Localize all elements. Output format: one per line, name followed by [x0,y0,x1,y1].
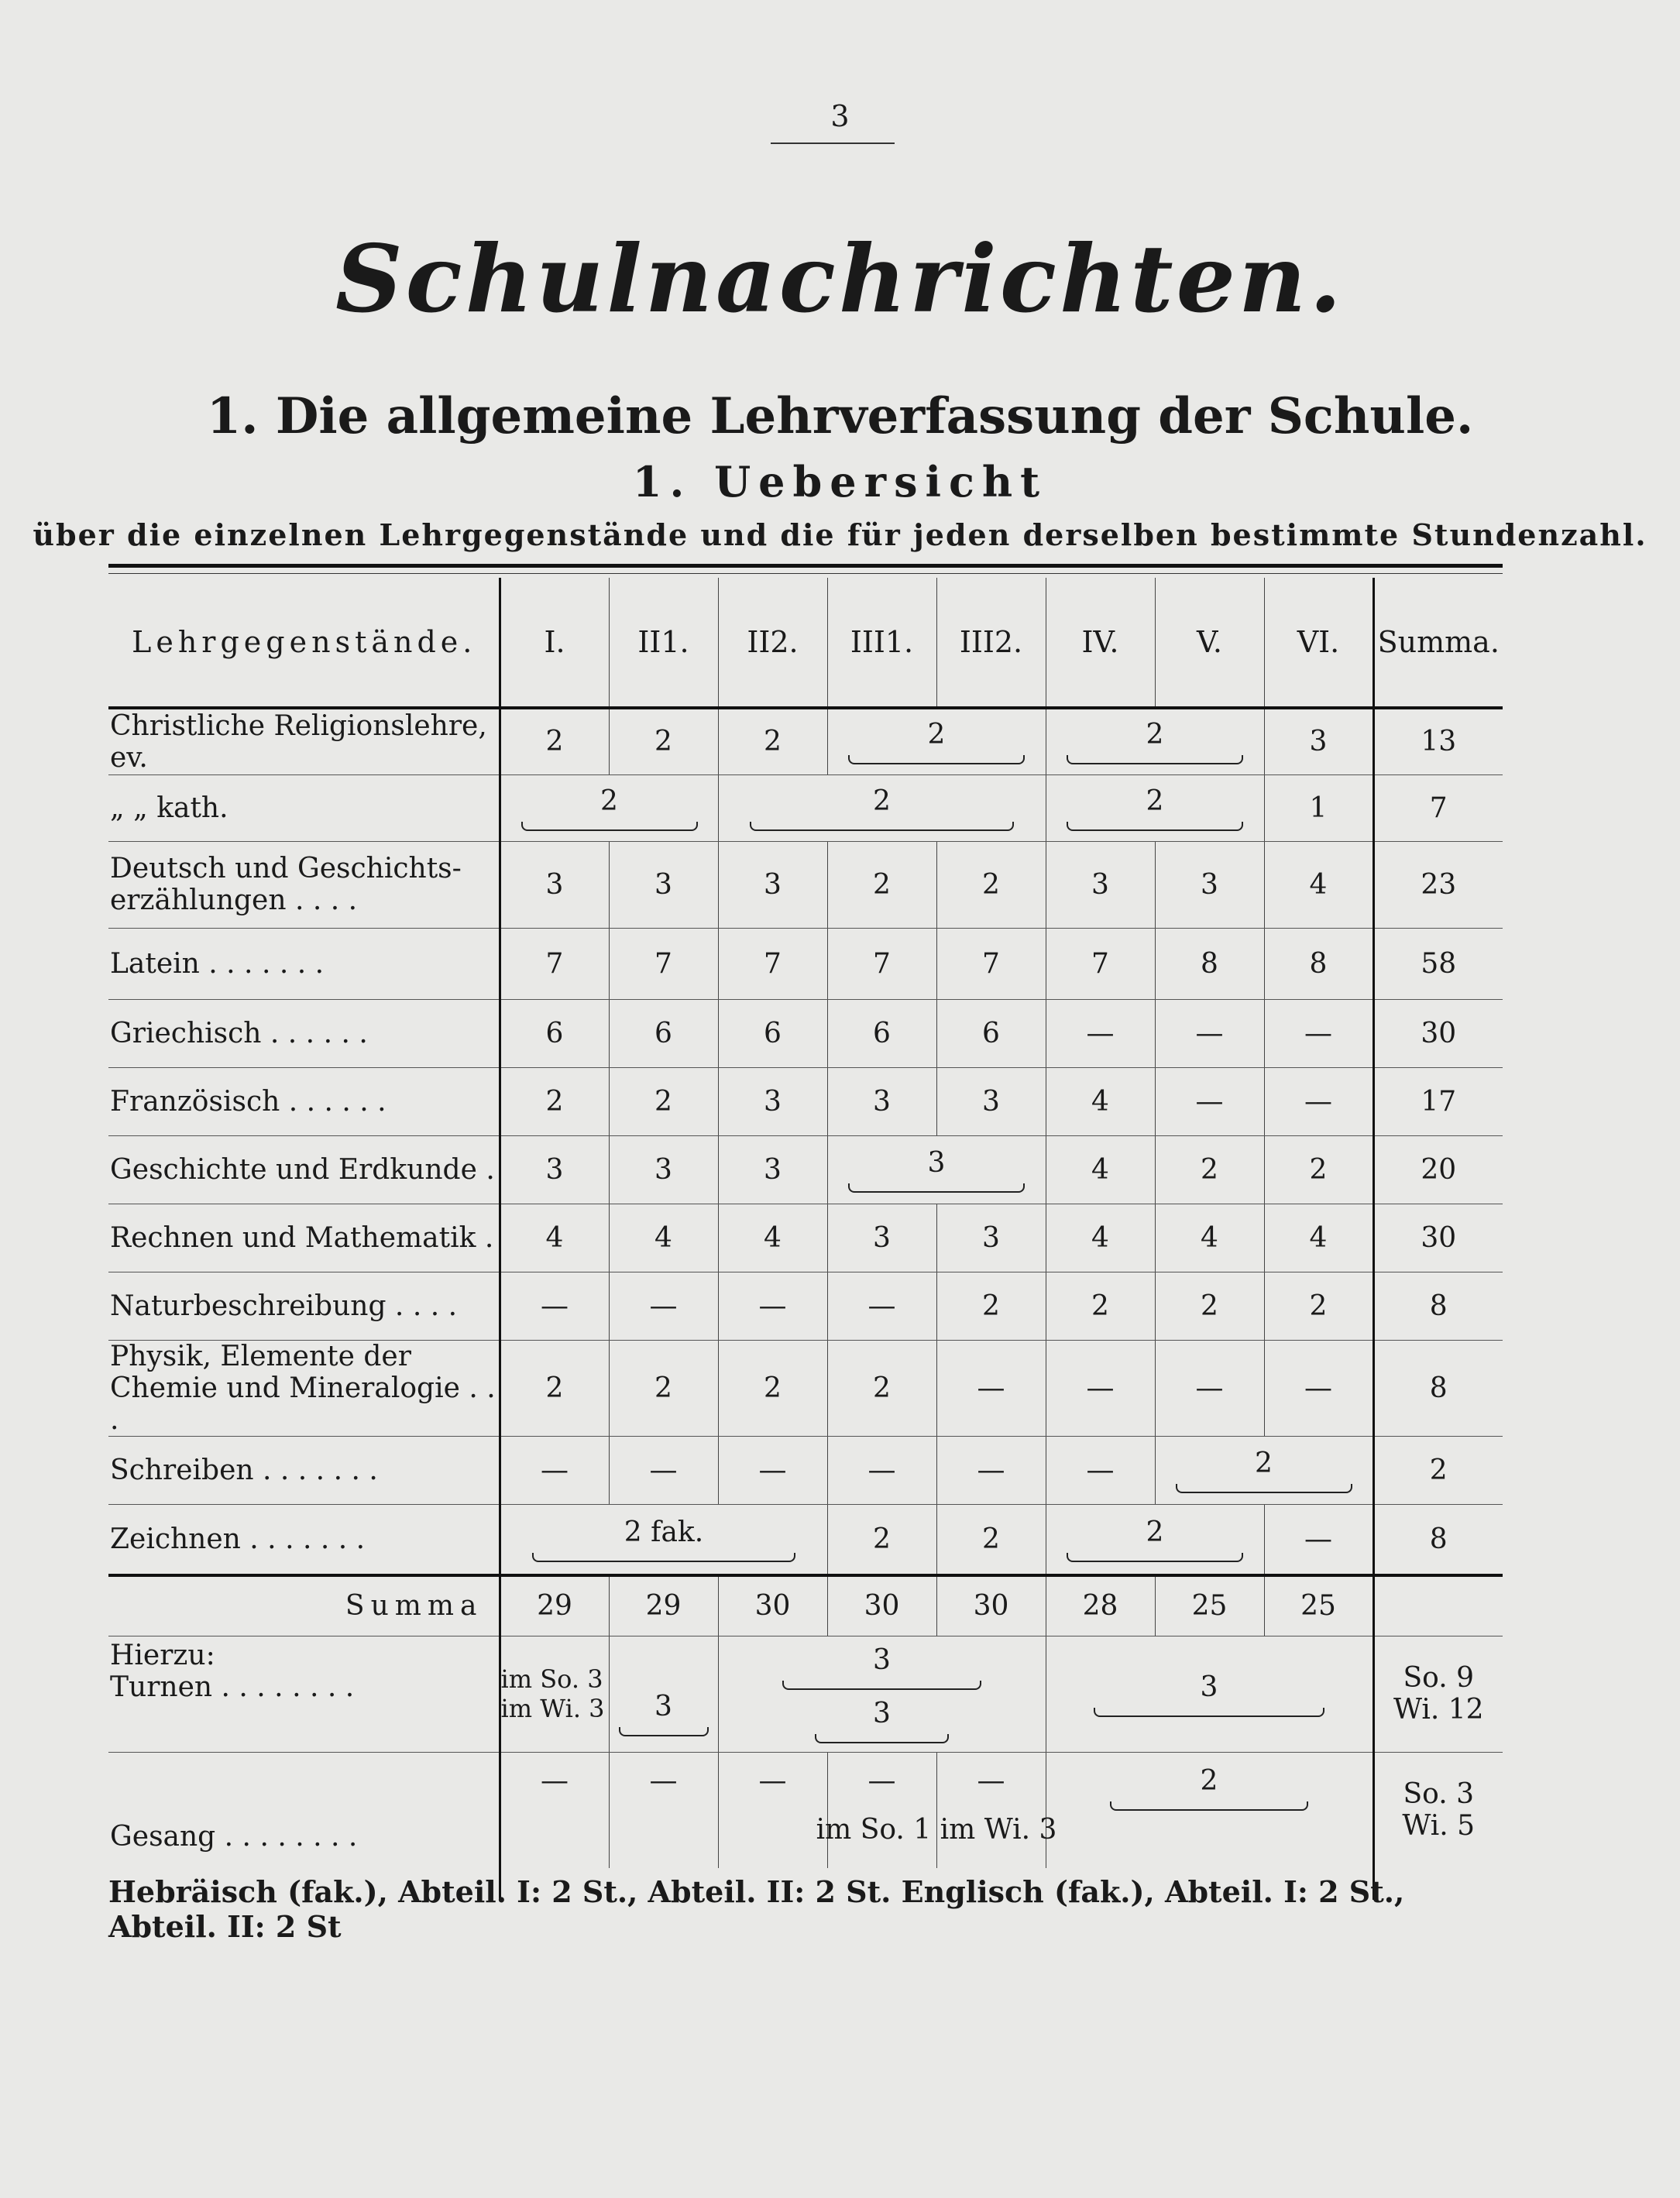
table-top-rule-thin [108,573,1503,574]
hours-cell [1264,928,1373,999]
subject-cell: Rechnen und Mathematik . [108,1204,500,1272]
hours-value: 2 [654,1085,672,1118]
subject-cell: Deutsch und Geschichts-erzählungen . . . . [108,841,500,928]
gesang-right-cell [1046,1752,1373,1868]
sum-cell: 8 [1373,1340,1503,1436]
hours-value: 2 [545,726,564,758]
hours-value: 3 [545,868,564,901]
hours-cell [1264,1272,1373,1340]
header-class: V. [1155,578,1264,708]
hours-value: 7 [764,947,782,980]
hours-value: 8 [1201,947,1218,980]
brace-mark [750,822,1015,831]
hours-value: 7 [654,947,672,980]
brace-mark [1067,1553,1244,1562]
hours-value: — [977,1372,1005,1404]
header-sum: Summa. [1373,578,1503,708]
hours-value: — [1086,1454,1115,1486]
hours-value: 3 [982,1085,1000,1118]
hours-value: 2 [764,726,782,758]
subject-cell: „ „ kath. [108,774,500,841]
summa-value: 28 [1046,1575,1155,1636]
hours-value: 2 [873,785,891,817]
brace-mark [848,1183,1026,1193]
hours-cell [609,1135,718,1204]
hours-value: 3 [654,868,672,901]
subject-cell: Griechisch . . . . . . [108,999,500,1067]
turnen-mid-wi: 3 [873,1698,891,1729]
hours-value: 2 [764,1372,782,1404]
hours-cell [1264,1504,1373,1575]
hours-value: 2 [873,1523,891,1555]
summa-value: 30 [718,1575,827,1636]
hours-cell [718,1340,827,1436]
hours-value: 2 [1201,1153,1218,1186]
hours-cell [1264,1067,1373,1135]
hours-cell [1264,1340,1373,1436]
table-header-row [108,578,1503,708]
hours-cell [718,999,827,1067]
brace-mark [1067,822,1244,831]
hours-value: 2 fak. [624,1516,704,1548]
turnen-wi-a: 3 [654,1690,672,1722]
gesang-note: im So. 1 im Wi. 3 [500,1814,1373,1846]
table-row [108,999,1503,1067]
hours-cell [827,841,936,928]
summa-label: Summa [108,1575,500,1636]
hours-value: — [649,1454,678,1486]
hours-value: 6 [545,1017,564,1049]
hours-cell [1155,1340,1264,1436]
brace-mark [782,1681,981,1690]
hours-value: 6 [873,1017,891,1049]
hours-value: 2 [927,719,946,751]
hours-cell [1046,1436,1155,1504]
hours-value: 3 [545,1153,564,1186]
hours-cell [936,1272,1046,1340]
sum-cell: 20 [1373,1135,1503,1204]
hours-value: — [541,1290,569,1322]
hours-cell [609,1204,718,1272]
brace-mark [1094,1708,1325,1717]
hours-value: 3 [654,1153,672,1186]
sum-cell: 13 [1373,708,1503,774]
summa-row [108,1575,1503,1636]
sum-cell: 7 [1373,774,1503,841]
hours-value: 4 [1091,1085,1109,1118]
gesang-dash: — [827,1752,936,1868]
hours-cell [500,1272,609,1340]
hours-value: 2 [1146,785,1164,817]
summa-value: 29 [500,1575,609,1636]
hours-cell [1155,1204,1264,1272]
hours-cell [1264,774,1373,841]
hours-cell [1264,841,1373,928]
hours-cell [609,999,718,1067]
hours-value: 6 [654,1017,672,1049]
hours-cell [1046,1340,1155,1436]
hours-value: 3 [927,1146,946,1179]
hours-value: 3 [764,1153,782,1186]
hours-value: 4 [545,1221,564,1254]
turnen-label: Turnen . . . . . . . . [110,1671,355,1703]
hours-value: — [1304,1372,1332,1404]
hours-value: — [758,1290,787,1322]
brace-mark [815,1734,949,1743]
hours-value: 7 [1091,947,1109,980]
subject-cell: Zeichnen . . . . . . . [108,1504,500,1575]
hours-value: 2 [1309,1153,1328,1186]
hours-cell [1155,1436,1373,1504]
hours-cell [936,1067,1046,1135]
hours-cell [500,999,609,1067]
hours-cell [500,1436,609,1504]
hours-value: — [867,1290,896,1322]
table-row [108,1272,1503,1340]
hours-value: 2 [600,785,618,817]
hours-value: — [1086,1372,1115,1404]
hours-cell [500,1067,609,1135]
hours-value: 3 [1091,868,1109,901]
hours-cell [609,928,718,999]
hours-cell [936,1504,1046,1575]
brace-mark [619,1727,709,1736]
page-title: Schulnachrichten. [335,225,1345,334]
hours-cell [1264,1204,1373,1272]
hours-value: 3 [873,1221,891,1254]
brace-mark [1067,755,1244,764]
hours-value: 2 [545,1372,564,1404]
hours-cell [609,708,718,774]
summa-value: 30 [827,1575,936,1636]
subject-cell: Geschichte und Erdkunde . [108,1135,500,1204]
hours-value: — [541,1454,569,1486]
table-row [108,928,1503,999]
hours-cell [1155,1272,1264,1340]
turnen-label-cell [108,1636,500,1752]
turnen-sum-wi: Wi. 12 [1393,1694,1484,1726]
hours-value: — [1195,1017,1224,1049]
subject-cell: Christliche Religionslehre, ev. [108,708,500,774]
brace-mark [1110,1801,1309,1811]
hours-cell [500,841,609,928]
hours-cell [609,1436,718,1504]
page-number-rule [771,143,895,144]
gesang-dash: — [936,1752,1046,1868]
hours-value: 2 [1309,1290,1328,1322]
hours-value: 2 [545,1085,564,1118]
header-class: III1. [827,578,936,708]
hours-value: 2 [1091,1290,1109,1322]
gesang-dash: — [500,1752,609,1868]
turnen-mid-so: 3 [873,1644,891,1676]
hours-cell [500,1135,609,1204]
gesang-row [108,1752,1503,1868]
gesang-dash: — [718,1752,827,1868]
hours-value: 4 [1201,1221,1218,1254]
hours-value: 2 [1146,1516,1164,1548]
hours-value: 4 [764,1221,782,1254]
hours-cell [1046,1067,1155,1135]
sum-cell: 8 [1373,1272,1503,1340]
brace-mark [532,1553,796,1562]
gesang-sum-so: So. 3 [1403,1778,1474,1811]
hours-value: — [1086,1017,1115,1049]
hours-value: 4 [1091,1153,1109,1186]
hours-value: — [1304,1085,1332,1118]
hours-value: 2 [1255,1447,1273,1479]
table-row [108,1067,1503,1135]
hours-value: 2 [654,1372,672,1404]
table-row [108,1504,1503,1575]
brace-mark [848,755,1026,764]
subsection-heading: 1. Uebersicht [632,457,1048,507]
subject-cell: Schreiben . . . . . . . [108,1436,500,1504]
hours-cell [1155,928,1264,999]
hours-value: 4 [1309,1221,1328,1254]
hours-cell [936,1204,1046,1272]
table-top-rule [108,564,1503,568]
hours-cell [1046,928,1155,999]
summa-sum-empty [1373,1575,1503,1636]
hours-cell [1155,1067,1264,1135]
hours-value: 2 [873,868,891,901]
hours-value: 6 [764,1017,782,1049]
header-class: VI. [1264,578,1373,708]
turnen-right-cell [1046,1636,1373,1752]
table-row [108,1340,1503,1436]
hours-cell [1155,841,1264,928]
turnen-sum [1373,1636,1503,1752]
hours-value: — [867,1454,896,1486]
header-class: II1. [609,578,718,708]
hours-value: 7 [873,947,891,980]
hours-cell [718,1436,827,1504]
hours-cell [718,928,827,999]
hours-value: 7 [545,947,564,980]
hours-value: 8 [1309,947,1328,980]
hours-cell [827,999,936,1067]
hours-cell [718,1204,827,1272]
hours-cell [1046,1504,1264,1575]
gesang-sum [1373,1752,1503,1868]
hours-value: 3 [764,1085,782,1118]
gesang-sum-wi: Wi. 5 [1402,1810,1476,1843]
hours-cell [827,1436,936,1504]
hours-value: 3 [982,1221,1000,1254]
hours-cell [936,928,1046,999]
hours-cell [827,1204,936,1272]
hours-cell [718,1135,827,1204]
header-class: IV. [1046,578,1155,708]
subject-cell: Physik, Elemente der Chemie und Mineralogie . . . [108,1340,500,1436]
hours-cell [1046,999,1155,1067]
hours-cell [1046,708,1264,774]
hours-cell [936,841,1046,928]
summa-value: 29 [609,1575,718,1636]
hours-cell [500,774,718,841]
hours-value: 4 [1091,1221,1109,1254]
table-row [108,708,1503,774]
subject-cell: Latein . . . . . . . [108,928,500,999]
turnen-so-wi [500,1636,609,1752]
section-heading: 1. Die allgemeine Lehrverfassung der Schule. [206,387,1474,445]
hours-value: 2 [1201,1290,1218,1322]
hours-cell [718,774,1046,841]
sum-cell: 58 [1373,928,1503,999]
sum-cell: 30 [1373,1204,1503,1272]
hours-cell [1264,708,1373,774]
hours-cell [609,1340,718,1436]
hours-cell [718,708,827,774]
hours-cell [827,928,936,999]
table-row [108,1436,1503,1504]
hours-cell [500,1204,609,1272]
turnen-sum-so: So. 9 [1403,1662,1474,1694]
hours-cell [1046,841,1155,928]
hours-value: 2 [982,1290,1000,1322]
turnen-row [108,1636,1503,1752]
hours-value: 3 [1309,726,1328,758]
hours-cell [936,1436,1046,1504]
hours-cell [1046,1135,1155,1204]
table-row [108,1204,1503,1272]
hours-cell [1155,999,1264,1067]
hours-value: — [649,1290,678,1322]
hours-cell [1264,999,1373,1067]
sum-cell: 30 [1373,999,1503,1067]
header-subject: Lehrgegenstände. [108,578,500,708]
sum-cell: 17 [1373,1067,1503,1135]
summa-value: 25 [1155,1575,1264,1636]
hours-value: 6 [982,1017,1000,1049]
hours-cell [500,1340,609,1436]
hours-cell [827,1067,936,1135]
hours-cell [1264,1135,1373,1204]
hours-value: 3 [873,1085,891,1118]
hours-value: — [1304,1017,1332,1049]
header-class: II2. [718,578,827,708]
hours-value: 2 [1146,719,1164,751]
subject-cell: Naturbeschreibung . . . . [108,1272,500,1340]
sum-cell: 23 [1373,841,1503,928]
hours-value: — [1195,1372,1224,1404]
brace-mark [1176,1484,1352,1493]
hours-cell [500,708,609,774]
hierzu-label: Hierzu: [110,1639,215,1671]
turnen-wi: im Wi. 3 [500,1694,605,1723]
header-class: I. [500,578,609,708]
hours-cell [500,928,609,999]
hours-value: 7 [982,947,1000,980]
hours-value: 4 [1309,868,1328,901]
hours-cell [1046,1204,1155,1272]
subject-cell: Französisch . . . . . . [108,1067,500,1135]
hours-cell [718,1272,827,1340]
hours-value: 2 [982,1523,1000,1555]
table-row [108,774,1503,841]
hours-cell [500,1504,827,1575]
summa-value: 25 [1264,1575,1373,1636]
hours-cell [827,1504,936,1575]
table-row [108,1135,1503,1204]
header-class: III2. [936,578,1046,708]
footer-note: Hebräisch (fak.), Abteil. I: 2 St., Abteil. II: 2 St. Englisch (fak.), Abteil. I: 2 St., Abteil. II: 2 St [108,1874,1405,1944]
turnen-mid-cell [718,1636,1046,1752]
hours-value: 2 [873,1372,891,1404]
hours-cell [1046,774,1264,841]
sum-cell: 8 [1373,1504,1503,1575]
hours-value: 1 [1309,792,1328,824]
hours-cell [827,1272,936,1340]
brace-mark [521,822,698,831]
turnen-wi-a-cell [609,1636,718,1752]
hours-value: 3 [1201,868,1218,901]
curriculum-table [108,578,1503,1900]
summa-value: 30 [936,1575,1046,1636]
page-number: 3 [830,99,850,133]
hours-cell [827,1135,1046,1204]
hours-cell [718,1067,827,1135]
hours-value: — [1195,1085,1224,1118]
hours-value: — [977,1454,1005,1486]
table-row [108,841,1503,928]
sum-cell: 2 [1373,1436,1503,1504]
hours-value: 4 [654,1221,672,1254]
gesang-right: 2 [1200,1764,1218,1797]
hours-cell [609,1272,718,1340]
hours-cell [936,999,1046,1067]
hours-value: — [1304,1523,1332,1555]
hours-cell [827,708,1046,774]
hours-cell [609,841,718,928]
gesang-dash: — [609,1752,718,1868]
hours-cell [827,1340,936,1436]
hours-cell [1046,1272,1155,1340]
hours-cell [609,1067,718,1135]
hours-value: 2 [982,868,1000,901]
gesang-label: Gesang . . . . . . . . [108,1752,500,1868]
subsection-subheading: über die einzelnen Lehrgegenstände und die für jeden derselben bestimmte Stundenzahl. [33,517,1647,552]
hours-cell [1155,1135,1264,1204]
hours-cell [936,1340,1046,1436]
hours-value: 2 [654,726,672,758]
hours-value: — [758,1454,787,1486]
hours-cell [718,841,827,928]
turnen-so: im So. 3 [500,1664,603,1694]
hours-value: 3 [764,868,782,901]
turnen-right: 3 [1200,1671,1218,1703]
